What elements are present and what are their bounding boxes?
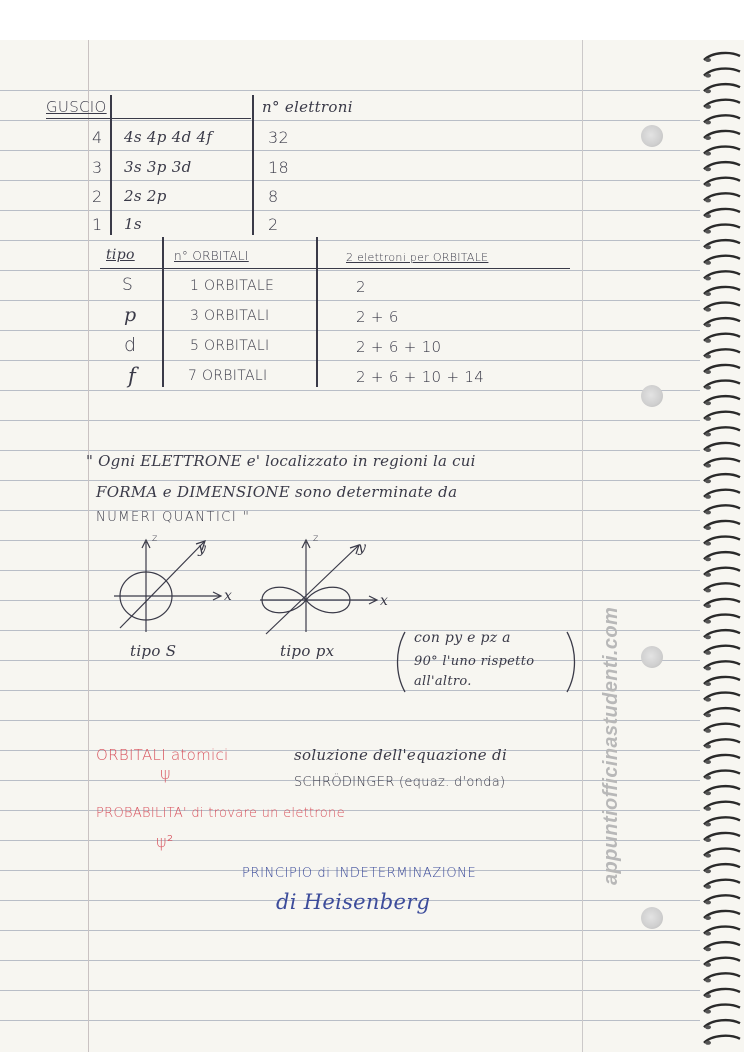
ruled-line [0,180,700,181]
orbitali-term: ORBITALI atomici [96,746,229,764]
spiral-hole [705,604,711,608]
shell-orbitals: 1s [124,215,142,233]
ruled-line [0,480,700,481]
ruled-line [0,690,700,691]
orbital-count: 5 ORBITALI [190,338,270,354]
count-header: n° ORBITALI [174,249,249,263]
axis-label-x: x [224,588,233,604]
spiral-hole [705,120,711,124]
spiral-hole [705,417,711,421]
spiral-hole [705,573,711,577]
spiral-hole [705,776,711,780]
shell-electrons: 32 [268,128,289,147]
punch-hole [641,385,663,407]
shell-electrons: 8 [268,187,279,206]
ruled-line [0,210,700,211]
ruled-line [0,840,700,841]
watermark: appuntiofficinastudenti.com [600,606,622,885]
ruled-line [0,1020,700,1021]
spiral-hole [705,261,711,265]
ruled-line [0,120,700,121]
spiral-hole [705,448,711,452]
orbitali-definition: soluzione dell'equazione di [294,746,508,764]
spiral-hole [705,744,711,748]
shell-orbitals: 4s 4p 4d 4f [124,128,213,146]
spiral-hole [705,510,711,514]
quote-line: " Ogni ELETTRONE e' localizzato in regioni la cui [86,452,476,470]
spiral-hole [705,557,711,561]
spiral-hole [705,370,711,374]
shell-electrons: 2 [268,215,279,234]
ruled-line [0,300,700,301]
spiral-hole [705,869,711,873]
ruled-line [0,240,700,241]
spiral-hole [705,963,711,967]
spiral-hole [705,167,711,171]
spiral-hole [705,401,711,405]
spiral-hole [705,791,711,795]
spiral-hole [705,1010,711,1014]
shell-orbitals: 3s 3p 3d [124,158,192,176]
ruled-line [0,660,700,661]
spiral-hole [705,588,711,592]
electrons-header: n° elettroni [262,98,353,116]
spiral-hole [705,183,711,187]
spiral-hole [705,1025,711,1029]
spiral-hole [705,339,711,343]
ruled-line [0,720,700,721]
quote-line: FORMA e DIMENSIONE sono determinate da [96,483,458,501]
spiral-hole [705,651,711,655]
orbital-electrons: 2 [356,278,366,296]
type-header: tipo [106,247,135,263]
spiral-hole [705,230,711,234]
ruled-line [0,450,700,451]
axis-label-x: x [380,593,389,609]
spiral-hole [705,214,711,218]
spiral-hole [705,1041,711,1045]
table-divider [316,237,318,387]
spiral-binding [700,40,744,1052]
psi-symbol: ψ [160,764,171,783]
orbital-type: f [128,364,137,388]
ruled-line [0,390,700,391]
table-underline [46,118,251,119]
orbital-electrons: 2 + 6 + 10 [356,338,442,356]
shell-header: GUSCIO [46,98,107,116]
ruled-line [0,150,700,151]
spiral-hole [705,198,711,202]
orbital-electrons: 2 + 6 [356,308,399,326]
spiral-hole [705,526,711,530]
spiral-hole [705,620,711,624]
orbitali-definition: SCHRÖDINGER (equaz. d'onda) [294,775,506,790]
spiral-hole [705,386,711,390]
principle-title: PRINCIPIO di INDETERMINAZIONE [242,866,477,881]
ruled-line [0,420,700,421]
punch-hole [641,646,663,668]
probabilita-term: PROBABILITA' di trovare un elettrone [96,806,345,821]
spiral-hole [705,729,711,733]
spiral-hole [705,994,711,998]
table-underline [100,268,570,269]
shell-orbitals: 2s 2p [124,187,167,205]
note-line: all'altro. [414,674,472,689]
ruled-line [0,330,700,331]
shell-number: 4 [92,128,103,147]
spiral-hole [705,822,711,826]
spiral-hole [705,760,711,764]
note-line: 90° l'uno rispetto [414,654,535,669]
axis-label-y: y [198,541,207,557]
spiral-hole [705,542,711,546]
ruled-line [0,90,700,91]
spiral-hole [705,292,711,296]
shell-number: 1 [92,215,103,234]
p-orbital-diagram [252,532,392,642]
right-margin-line [582,40,583,1052]
punch-hole [641,907,663,929]
ruled-line [0,990,700,991]
spiral-hole [705,666,711,670]
note-line: con py e pz a [414,630,511,646]
spiral-hole [705,495,711,499]
spiral-hole [705,354,711,358]
ruled-line [0,360,700,361]
orbital-count: 3 ORBITALI [190,308,270,324]
orbital-type: S [122,275,134,295]
orbital-electrons: 2 + 6 + 10 + 14 [356,368,485,386]
spiral-hole [705,698,711,702]
s-orbital-label: tipo S [130,642,177,660]
spiral-hole [705,152,711,156]
spiral-hole [705,947,711,951]
spiral-hole [705,854,711,858]
spiral-hole [705,323,711,327]
punch-hole [641,125,663,147]
quote-line: NUMERI QUANTICI " [96,510,251,525]
ruled-line [0,270,700,271]
p-orbital-label: tipo px [280,642,335,660]
orbital-count: 7 ORBITALI [188,368,268,384]
ruled-line [0,930,700,931]
spiral-hole [705,74,711,78]
axis-label-z: z [313,533,319,544]
left-margin-line [88,40,89,1052]
orbital-type: d [124,334,137,356]
spiral-hole [705,932,711,936]
spiral-hole [705,900,711,904]
table-divider [252,95,254,235]
spiral-hole [705,807,711,811]
spiral-hole [705,464,711,468]
psi-squared-symbol: ψ² [156,832,174,851]
orbital-type: p [124,304,137,326]
shell-number: 3 [92,158,103,177]
spiral-hole [705,479,711,483]
orbital-count: 1 ORBITALE [190,278,275,294]
shell-electrons: 18 [268,158,289,177]
spiral-hole [705,432,711,436]
table-divider [110,95,112,235]
s-orbital-diagram [100,532,250,642]
spiral-hole [705,916,711,920]
spiral-hole [705,58,711,62]
table-divider [162,237,164,387]
ruled-line [0,960,700,961]
spiral-hole [705,713,711,717]
spiral-hole [705,682,711,686]
spiral-hole [705,89,711,93]
spiral-hole [705,276,711,280]
axis-label-z: z [152,533,158,544]
principle-name: di Heisenberg [276,890,431,914]
spiral-hole [705,105,711,109]
spiral-hole [705,308,711,312]
axis-label-y: y [358,540,367,556]
electrons-per-orbital-header: 2 elettroni per ORBITALE [346,251,489,264]
shell-number: 2 [92,187,103,206]
spiral-hole [705,136,711,140]
spiral-hole [705,978,711,982]
spiral-hole [705,635,711,639]
spiral-hole [705,885,711,889]
spiral-hole [705,838,711,842]
spiral-hole [705,245,711,249]
